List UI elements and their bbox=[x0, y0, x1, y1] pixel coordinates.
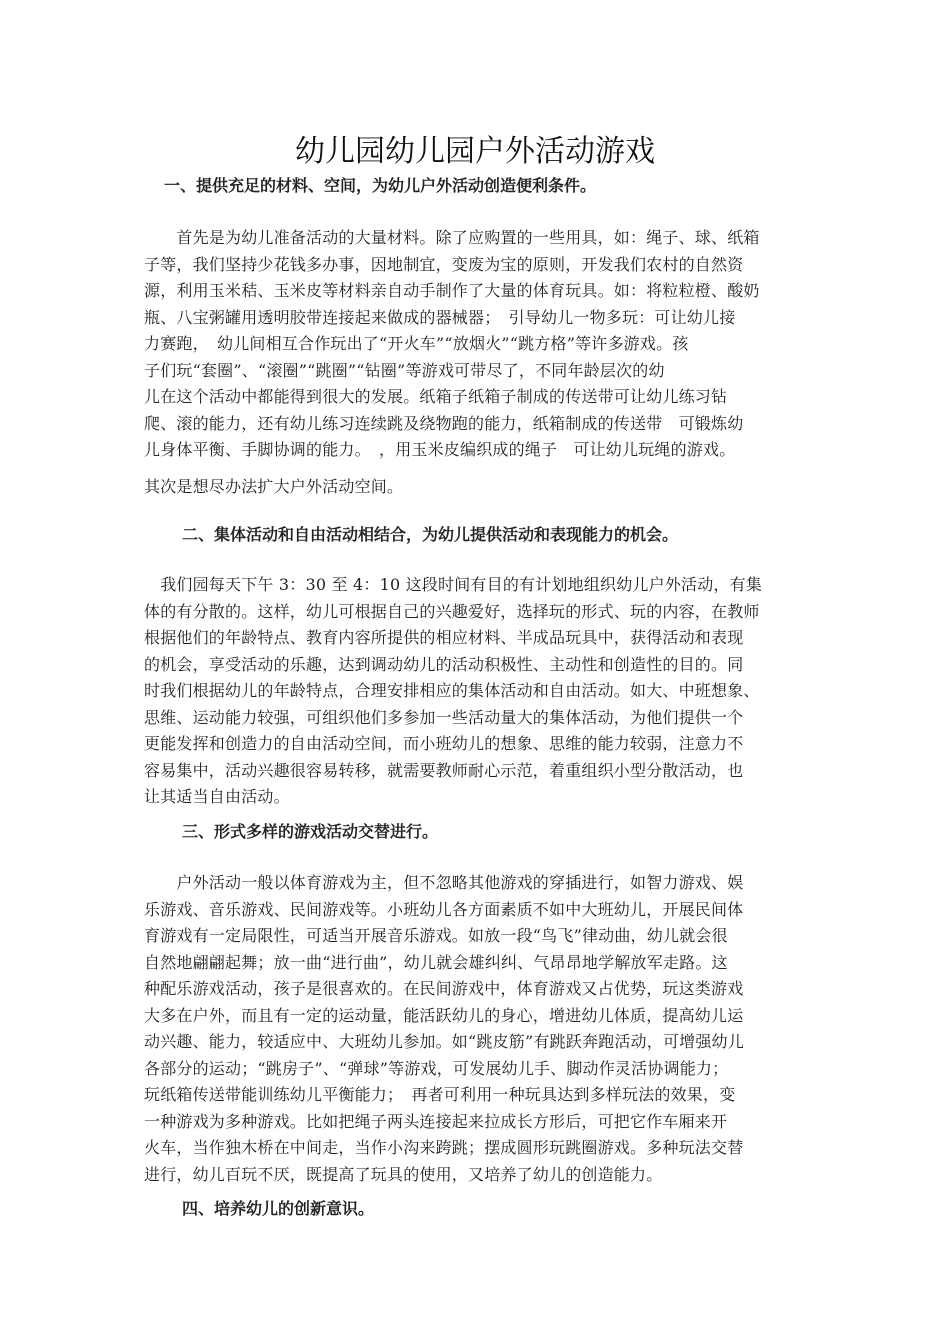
text-line: 更能发挥和创造力的自由活动空间，而小班幼儿的想象、思维的能力较弱，注意力不 bbox=[144, 734, 744, 753]
text-line: 源，利用玉米秸、玉米皮等材料亲自动手制作了大量的体育玩具。如：将粒粒橙、酸奶 bbox=[144, 281, 760, 300]
text-line: 让其适当自由活动。 bbox=[144, 787, 290, 806]
text-line: 力赛跑， 幼儿间相互合作玩出了“开火车”“放烟火”“跳方格”等许多游戏。孩 bbox=[144, 334, 689, 353]
text-line: 思维、运动能力较强，可组织他们多参加一些活动量大的集体活动，为他们提供一个 bbox=[144, 707, 744, 727]
text-line: 火车，当作独木桥在中间走，当作小沟来跨跳；摆成圆形玩跳圈游戏。多种玩法交替 bbox=[144, 1138, 744, 1157]
text-line: 自然地翩翩起舞；放一曲“进行曲”，幼儿就会雄纠纠、气昂昂地学解放军走路。这 bbox=[144, 952, 728, 972]
text-line: 儿在这个活动中都能得到很大的发展。纸箱子纸箱子制成的传送带可让幼儿练习钻 bbox=[144, 387, 728, 406]
text-line: 瓶、八宝粥罐用透明胶带连接起来做成的器械器； 引导幼儿一物多玩：可让幼儿接 bbox=[144, 307, 736, 327]
text-line: 首先是为幼儿准备活动的大量材料。除了应购置的一些用具，如：绳子、球、纸箱 bbox=[144, 228, 760, 247]
text-line: 大多在户外，而且有一定的运动量，能活跃幼儿的身心，增进幼儿体质，提高幼儿运 bbox=[144, 1005, 744, 1025]
section-2-heading: 二、集体活动和自由活动相结合，为幼儿提供活动和表现能力的机会。 bbox=[182, 525, 679, 544]
section-4-heading: 四、培养幼儿的创新意识。 bbox=[182, 1199, 375, 1218]
text-line: 时我们根据幼儿的年龄特点，合理安排相应的集体活动和自由活动。如大、中班想象、 bbox=[144, 681, 760, 700]
text-line: 种配乐游戏活动，孩子是很喜欢的。在民间游戏中，体育游戏又占优势，玩这类游戏 bbox=[144, 979, 744, 998]
text-line: 体的有分散的。这样，幼儿可根据自己的兴趣爱好，选择玩的形式、玩的内容，在教师 bbox=[144, 601, 760, 621]
text-line: 各部分的运动；“跳房子”、“弹球”等游戏，可发展幼儿手、脚动作灵活协调能力； bbox=[144, 1058, 729, 1078]
text-line: 育游戏有一定局限性，可适当开展音乐游戏。如放一段“鸟飞”律动曲，幼儿就会很 bbox=[144, 926, 728, 945]
section-3-heading: 三、形式多样的游戏活动交替进行。 bbox=[182, 822, 439, 841]
section-2-paragraph-1 bbox=[144, 572, 824, 811]
text-line: 根据他们的年龄特点、教育内容所提供的相应材料、半成品玩具中，获得活动和表现 bbox=[144, 628, 744, 647]
text-line: 的机会，享受活动的乐趣，达到调动幼儿的活动积极性、主动性和创造性的目的。同 bbox=[144, 654, 744, 674]
text-line: 子等，我们坚持少花钱多办事，因地制宜，变废为宝的原则，开发我们农村的自然资 bbox=[144, 254, 744, 274]
section-3-paragraph-1 bbox=[144, 870, 824, 1188]
text-line: 乐游戏、音乐游戏、民间游戏等。小班幼儿各方面素质不如中大班幼儿，开展民间体 bbox=[144, 899, 744, 919]
page-title: 幼儿园幼儿园户外活动游戏 bbox=[295, 134, 655, 169]
text-line: 动兴趣、能力，较适应中、大班幼儿参加。如“跳皮筋”有跳跃奔跑活动，可增强幼儿 bbox=[144, 1032, 744, 1051]
text-line: 玩纸箱传送带能训练幼儿平衡能力； 再者可利用一种玩具达到多样玩法的效果，变 bbox=[144, 1085, 736, 1104]
text-line: 其次是想尽办法扩大户外活动空间。 bbox=[144, 477, 404, 496]
text-line: 容易集中，活动兴趣很容易转移，就需要教师耐心示范，着重组织小型分散活动，也 bbox=[144, 760, 744, 780]
section-1-heading: 一、提供充足的材料、空间，为幼儿户外活动创造便利条件。 bbox=[164, 176, 597, 195]
section-1-paragraph-1 bbox=[144, 225, 824, 464]
text-line: 一种游戏为多种游戏。比如把绳子两头连接起来拉成长方形后，可把它作车厢来开 bbox=[144, 1111, 728, 1131]
text-line: 儿身体平衡、手脚协调的能力。 ，用玉米皮编织成的绳子 可让幼儿玩绳的游戏。 bbox=[144, 440, 736, 459]
text-line: 子们玩“套圈”、“滚圈”“跳圈”“钻圈”等游戏可带尽了，不同年龄层次的幼 bbox=[144, 360, 665, 380]
text-line: 爬、滚的能力，还有幼儿练习连续跳及绕物跑的能力，纸箱制成的传送带 可锻炼幼 bbox=[144, 413, 744, 433]
text-line: 进行，幼儿百玩不厌，既提高了玩具的使用，又培养了幼儿的创造能力。 bbox=[144, 1164, 663, 1184]
text-line: 户外活动一般以体育游戏为主，但不忽略其他游戏的穿插进行，如智力游戏、娱 bbox=[144, 873, 744, 892]
section-1-paragraph-2 bbox=[144, 474, 824, 501]
text-line: 我们园每天下午 3：30 至 4：10 这段时间有目的有计划地组织幼儿户外活动，有集 bbox=[144, 575, 763, 594]
